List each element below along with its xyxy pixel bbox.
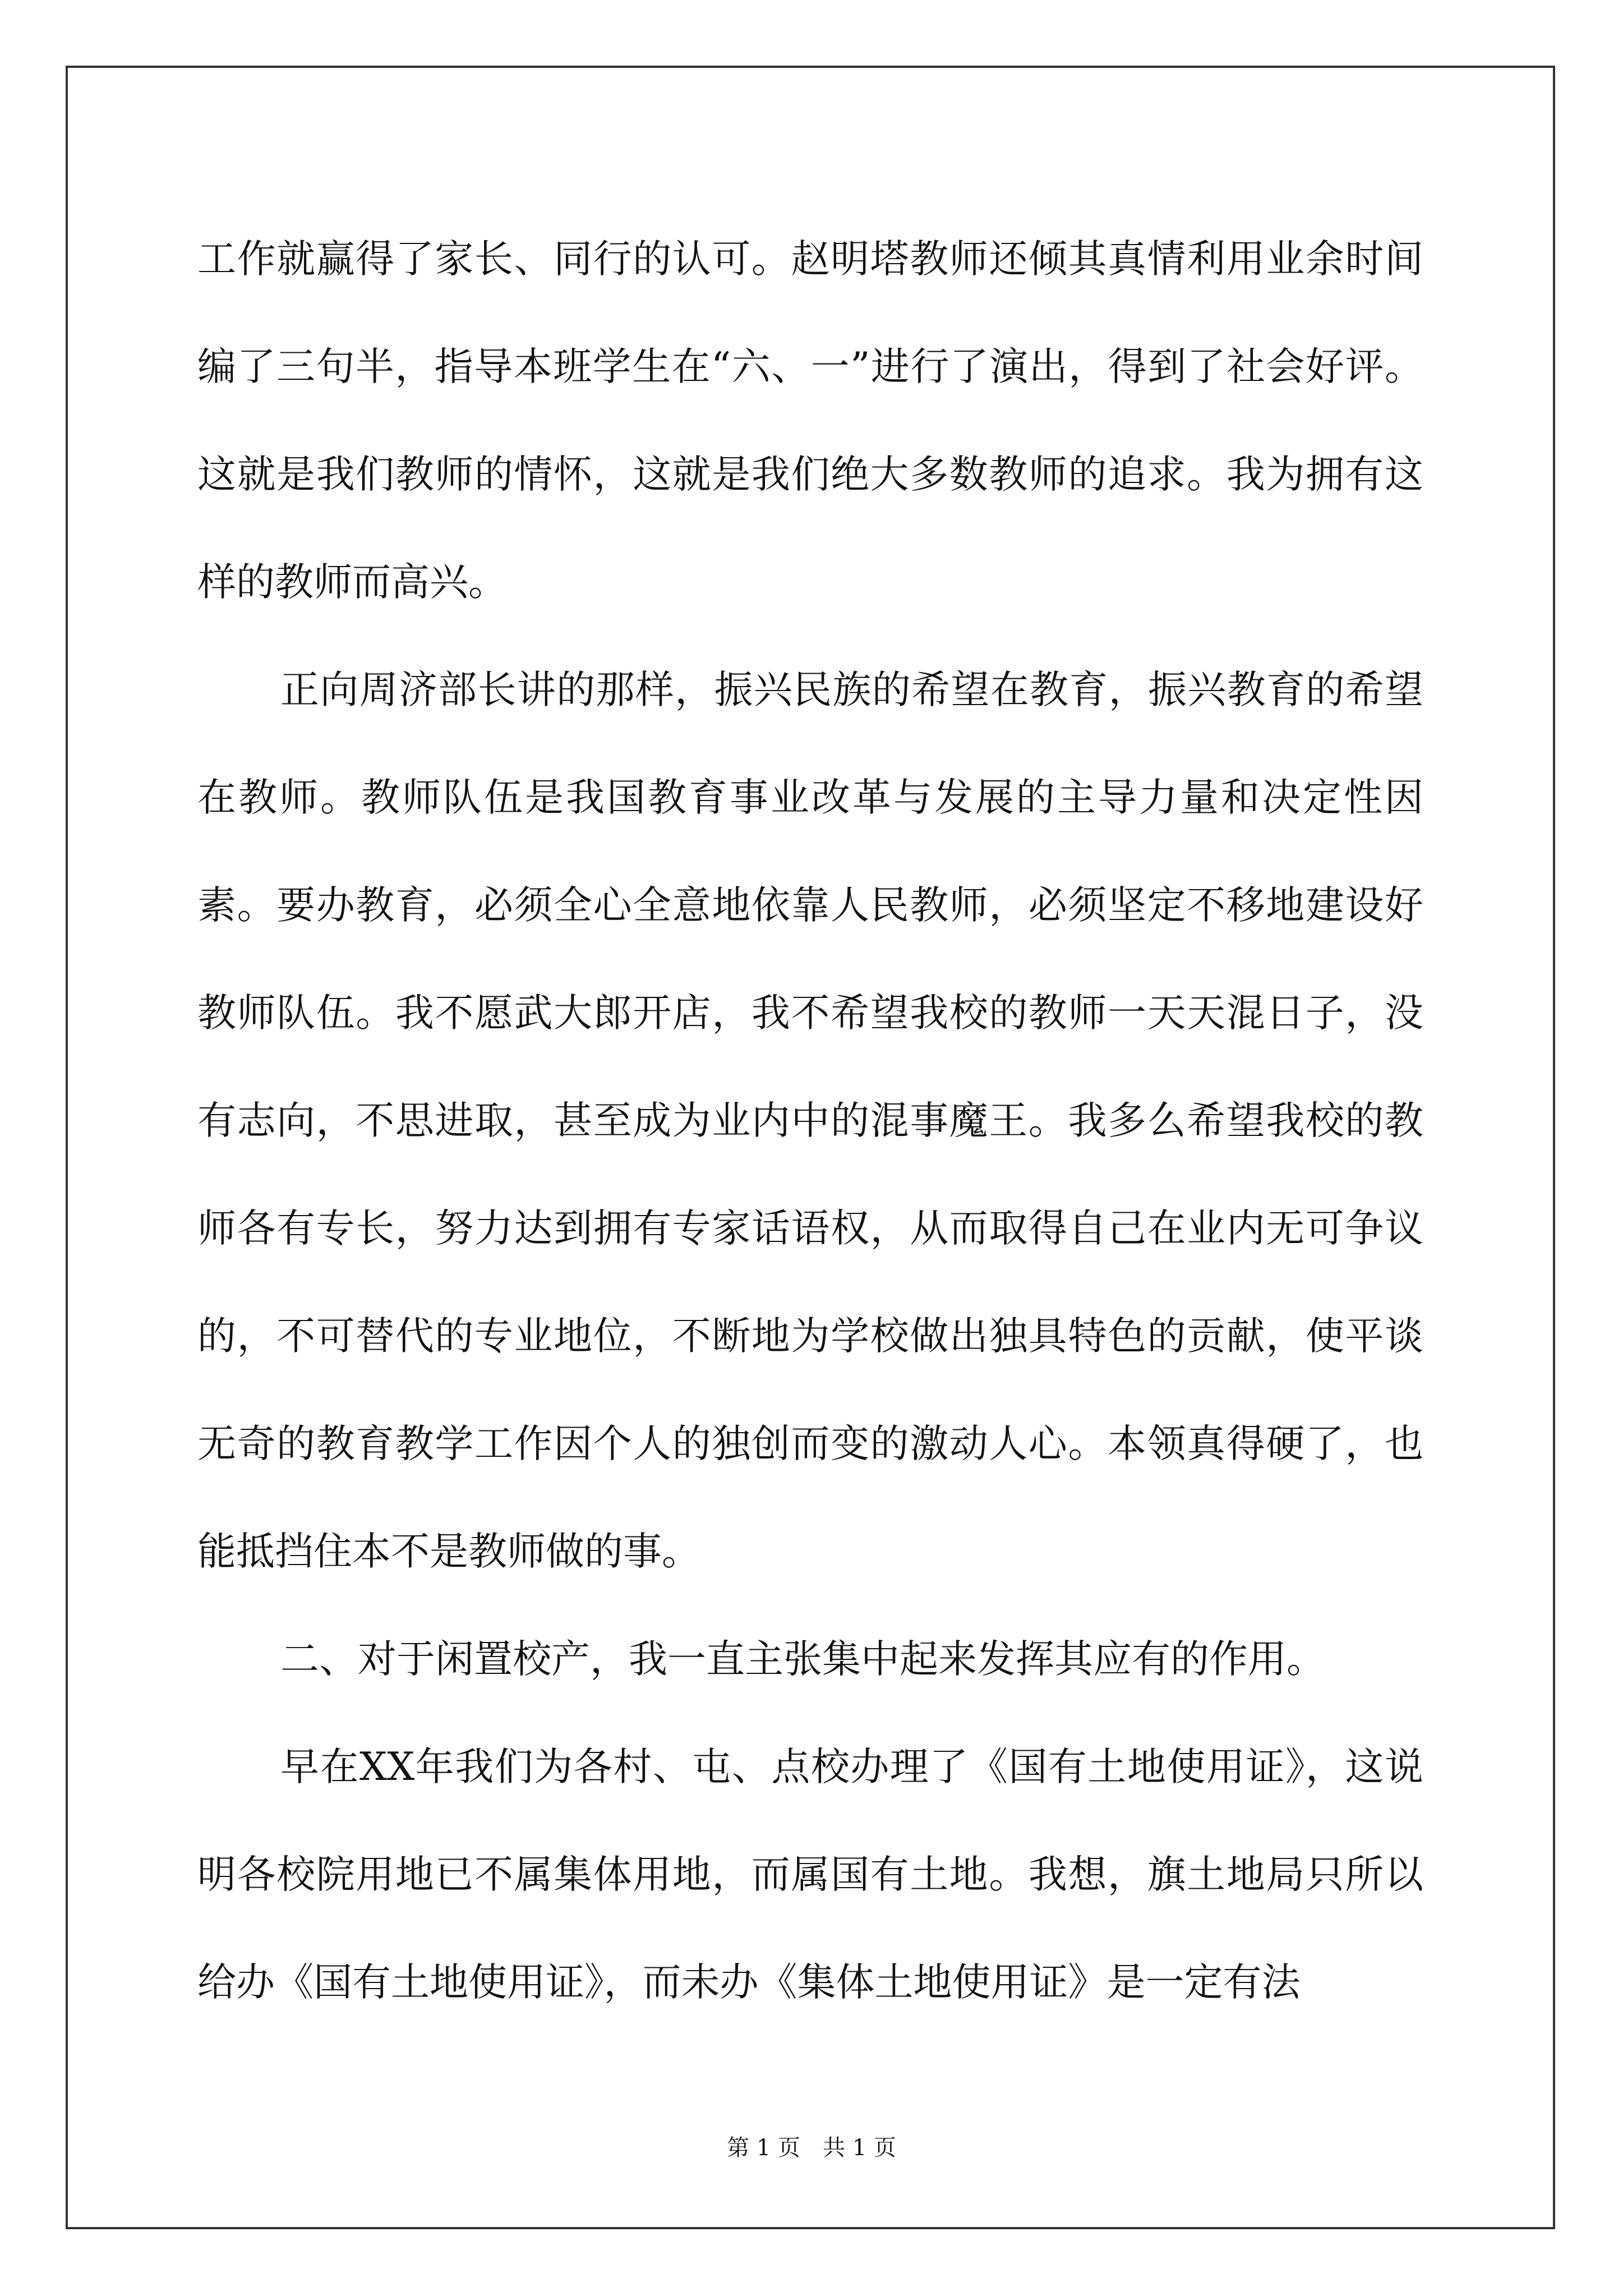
paragraph-idle-assets: 二、对于闲置校产，我一直主张集中起来发挥其应有的作用。	[280, 1637, 1325, 1682]
paragraph-land-certificate: 早在XX年我们为各村、屯、点校办理了《国有土地使用证》，这说明各校院用地已不属集体用地，而属国有土地。我想，旗土地局只所以给办《国有土地使用证》，而未办《集体土地使用证》是一定有法	[197, 1745, 1423, 2005]
document-body	[197, 205, 1423, 2036]
paragraph-teacher-praise: 工作就赢得了家长、同行的认可。赵明塔教师还倾其真情利用业余时间编了三句半，指导本班学生在“六、一”进行了演出，得到了社会好评。这就是我们教师的情怀，这就是我们绝大多数教师的追求。我为拥有这样的教师而高兴。	[197, 237, 1423, 605]
page-number-footer: 第 1 页 共 1 页	[727, 2135, 896, 2161]
paragraph-teacher-team: 正向周济部长讲的那样，振兴民族的希望在教育，振兴教育的希望在教师。教师队伍是我国教育事业改革与发展的主导力量和决定性因素。要办教育，必须全心全意地依靠人民教师，必须坚定不移地建设好教师队伍。我不愿武大郎开店，我不希望我校的教师一天天混日子，没有志向，不思进取，甚至成为业内中的混事魔王。我多么希望我校的教师各有专长，努力达到拥有专家话语权，从而取得自己在业内无可争议的，不可替代的专业地位，不断地为学校做出独具特色的贡献，使平谈无奇的教育教学工作因个人的独创而变的激动人心。本领真得硬了，也能抵挡住本不是教师做的事。	[197, 668, 1423, 1574]
